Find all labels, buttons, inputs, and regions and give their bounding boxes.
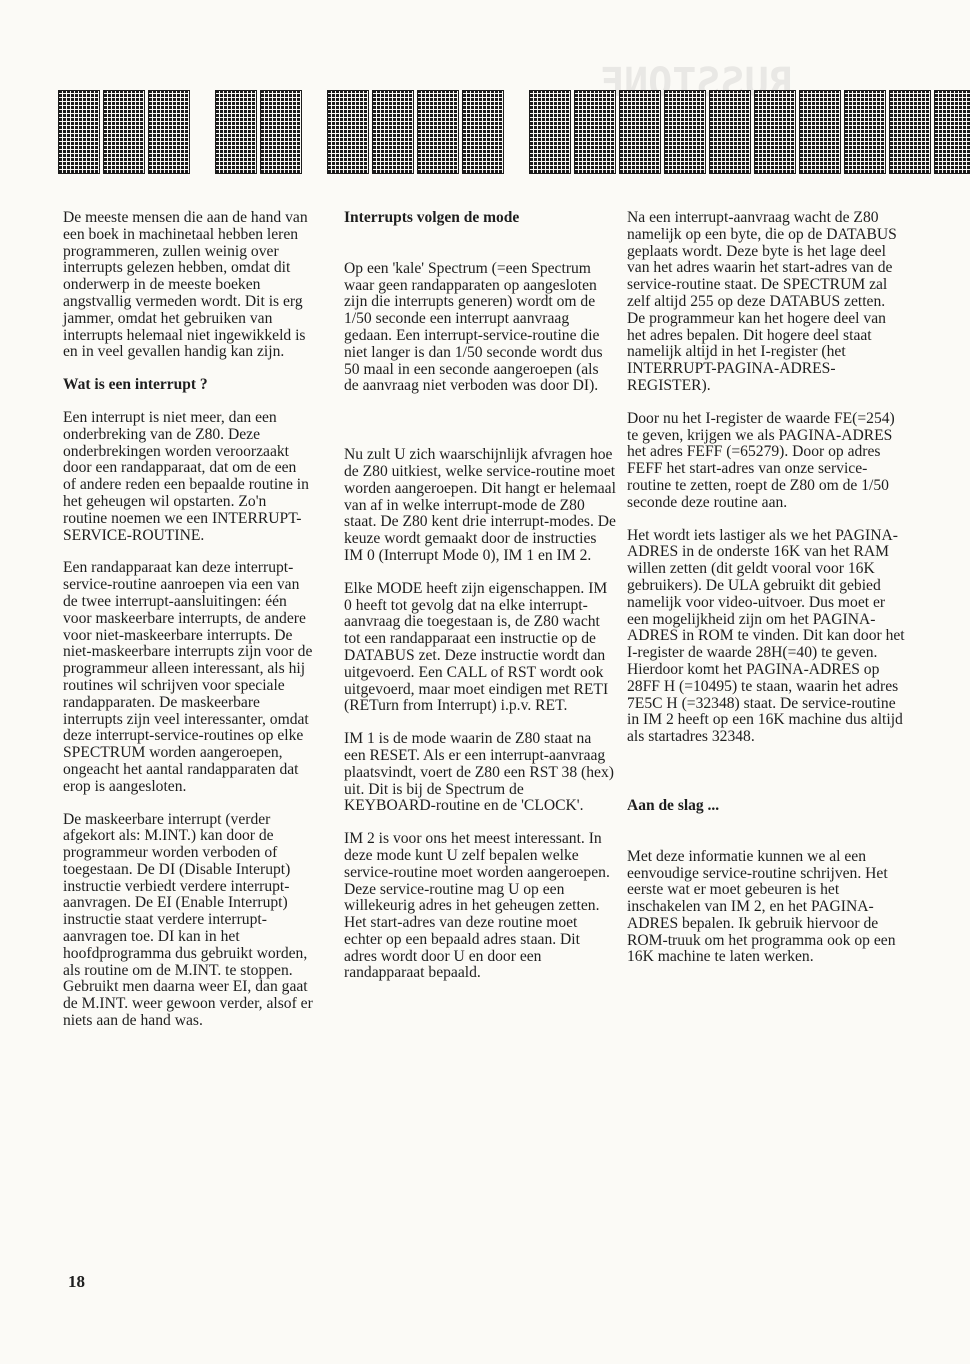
title-word (215, 90, 305, 174)
paragraph: Met deze informatie kunnen we al een eenvoudige service-routine schrijven. Het eerste wat er moet gebeuren is het inschakelen van IM 2, en het PAGINA-ADRES bepalen. Ik gebruik hiervoor de ROM-truuk om het programma ook op een 16K machine te laten werken. (627, 847, 896, 966)
paragraph: De maskeerbare interrupt (verder afgekort als: M.INT.) kan door de programmeur worden verboden of toegestaan. De DI (Disable Interupt) instructie verbiedt verdere interrupt-aanvragen. De EI (Enable Interrupt) instructie staat verdere interrupt-aanvragen toe. DI kan in het hoofdprogramma dus gebruikt worden, als routine om de M.INT. te stoppen. Gebruikt men daarna weer EI, dan gaat de M.INT. weer gewoon verder, alsof er niets aan de hand was. (63, 810, 313, 1030)
paragraph: Elke MODE heeft zijn eigenschappen. IM 0 heeft tot gevolg dat na elke interrupt-aanvraag die toegestaan is, de Z80 wacht tot een randapparaat een instructie op de DATABUS zet. Deze instructie wordt dan uitgevoerd. Een CALL of RST wordt ook uitgevoerd, maar moet eindigen met RETI (RETurn from Interrupt) i.p.v. RET. (344, 579, 609, 715)
title-letter (709, 90, 751, 174)
title-letter (934, 90, 970, 174)
paragraph: Een randapparaat kan deze interrupt-service-routine aanroepen via een van de twee interrupt-aansluitingen: één voor maskeerbare interrupts, de andere voor niet-maskeerbare interrupts. De niet-maskeerbare interrupts zijn voor de programmeur alleen interessant, als hij routines wil schrijven voor speciale randapparaten. De maskeerbare interrupts zijn veel interessanter, omdat deze interrupt-service-routines op elke SPECTRUM worden aangeroepen, ongeacht het aantal randapparaten dat erop is aangesloten. (63, 559, 313, 795)
title-letter (529, 90, 571, 174)
title-letter (664, 90, 706, 174)
title-letter (844, 90, 886, 174)
paragraph: Door nu het I-register de waarde FE(=254) te geven, krijgen we als PAGINA-ADRES het adres FEFF (=65279). Door op adres FEFF het start-adres van onze service-routine te zetten, roept de Z80 om de 1/50 seconde deze routine aan. (627, 409, 895, 511)
paragraph: IM 1 is de mode waarin de Z80 staat na een RESET. Als er een interrupt-aanvraag plaatsvindt, voert de Z80 een RST 38 (hex) uit. Dit is bij de Spectrum de KEYBOARD-routine en de 'CLOCK'. (344, 730, 614, 815)
column-3 (627, 210, 907, 982)
title-word (529, 90, 970, 174)
title-letter (799, 90, 841, 174)
title-letter (148, 90, 190, 174)
paragraph: Het wordt iets lastiger als we het PAGINA-ADRES in de onderste 16K van het RAM willen zetten (dit geldt vooral voor 16K gebruikers). De ULA gebruikt dit gebied namelijk voor video-uitvoer. Dus moet er een mogelijkheid zijn om het PAGINA-ADRES in ROM te vinden. Dit kan door het I-register de waarde 28H(=40) te geven. Hierdoor komt het PAGINA-ADRES op 28FF H (=10495) te staan, waarin het adres 7E5C H (=32348) staat. De service-routine in IM 2 heeft op een 16K machine dus altijd als startadres 32348. (627, 526, 905, 746)
page-number: 18 (68, 1272, 85, 1291)
paragraph: De meeste mensen die aan de hand van een boek in machinetaal hebben leren programmeren, zullen weinig over interrupts gelezen hebben, omdat dit onderwerp in de meeste boeken angstvallig vermeden wordt. Dit is erg jammer, omdat het gebruiken van interrupts helemaal niet ingewikkeld is en in veel gevallen handig kan zijn. (63, 209, 308, 361)
title-letter (889, 90, 931, 174)
title-word (58, 90, 193, 174)
title-letter (260, 90, 302, 174)
paragraph: IM 2 is voor ons het meest interessant. In deze mode kunt U zelf bepalen welke service-routine moet worden aangeroepen. Deze service-routine mag U op een willekeurig adres in het geheugen zetten. Het start-adres van deze routine moet echter op een bepaald adres staan. Dit adres wordt door U en door een randapparaat bepaald. (344, 830, 610, 982)
title-letter (417, 90, 459, 174)
title-letter (462, 90, 504, 174)
title-letter (327, 90, 369, 174)
title-letter (574, 90, 616, 174)
title-letter (58, 90, 100, 174)
section-heading: Interrupts volgen de mode (344, 209, 520, 226)
title-letter (372, 90, 414, 174)
title-letter (103, 90, 145, 174)
paragraph: Op een 'kale' Spectrum (=een Spectrum waar geen randapparaten op aangesloten zijn die interrupts generen) wordt om de 1/50 seconde een interrupt aanvraag gedaan. Een interrupt-service-routine die niet langer is dan 1/50 seconde wordt dus 50 maal in een seconde aangeroepen (als de aanvraag niet verboden was door DI). (344, 259, 603, 395)
page-title (58, 84, 888, 174)
column-1 (63, 210, 313, 1046)
section-heading: Wat is een interrupt ? (63, 376, 208, 394)
title-word (327, 90, 507, 174)
paragraph: Na een interrupt-aanvraag wacht de Z80 namelijk op een byte, die op de DATABUS geplaats wordt. Deze byte is het lage deel van het adres waarin het start-adres van de service-routine staat. De SPECTRUM zal zelf altijd 255 op deze DATABUS zetten. De programmeur kan het hogere deel van het adres bepalen. Dit hogere deel staat namelijk altijd in het I-register (het INTERRUPT-PAGINA-ADRES-REGISTER). (627, 209, 897, 394)
column-2 (344, 210, 616, 998)
section-heading: Aan de slag ... (627, 796, 720, 814)
title-letter (619, 90, 661, 174)
show-through-text: RUSSTONE (600, 60, 793, 106)
title-letter (754, 90, 796, 174)
paragraph: Nu zult U zich waarschijnlijk afvragen hoe de Z80 uitkiest, welke service-routine moet worden aangeroepen. Dit hangt er helemaal van af in welke interrupt-mode de Z80 staat. De Z80 kent drie interrupt-modes. De keuze wordt gemaakt door de instructies IM 0 (Interrupt Mode 0), IM 1 en IM 2. (344, 446, 616, 564)
paragraph: Een interrupt is niet meer, dan een onderbreking van de Z80. Deze onderbrekingen worden veroorzaakt door een randapparaat, dat om de een of andere reden een bepaalde routine in het geheugen wil opstarten. Zo'n routine noemen we een INTERRUPT-SERVICE-ROUTINE. (63, 408, 309, 544)
title-letter (215, 90, 257, 174)
